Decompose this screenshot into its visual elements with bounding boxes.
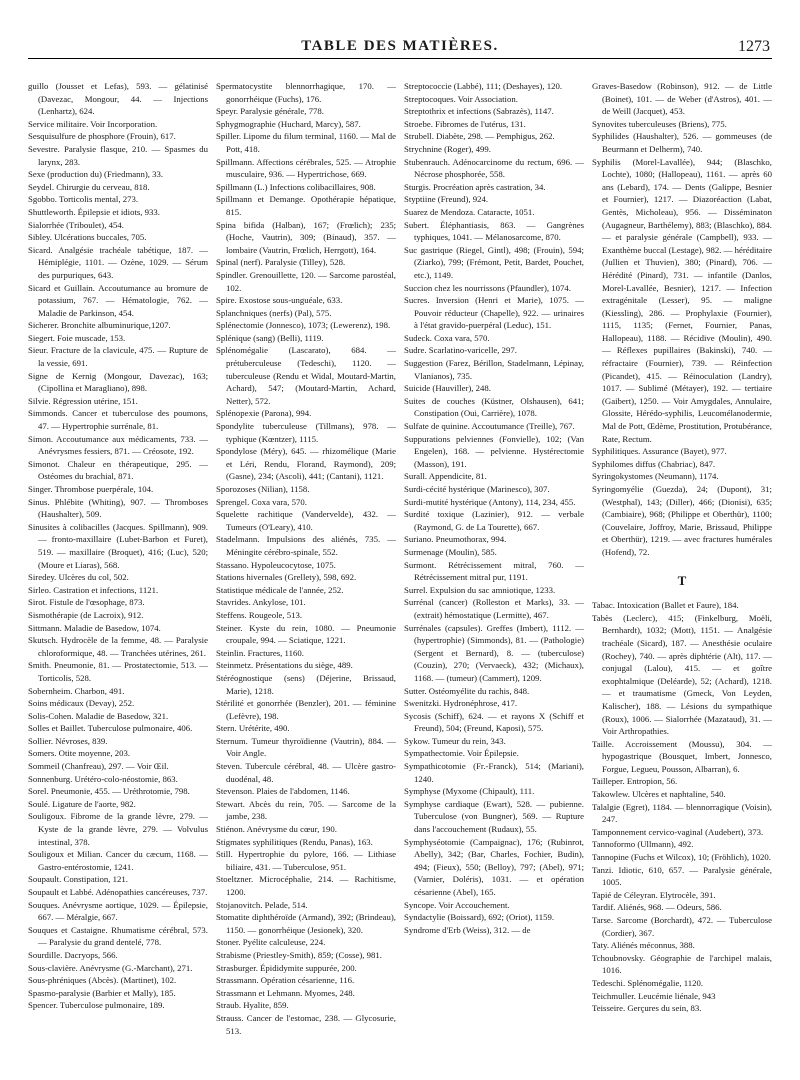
index-entry: Sphygmographie (Huchard, Marcy), 587. (216, 118, 361, 129)
index-entry: Souligoux. Fibrome de la grande lèvre, 279. — Kyste de la grande lèvre, 279. — Volvulus intestinal, 378. (28, 811, 208, 847)
index-entry: Stroebe. Fibromes de l'utérus, 131. (404, 118, 526, 129)
index-entry: Suc gastrique (Riegel, Gintl), 498; (Frouin), 594; (Ziarko), 799; (Frémont, Petit, Bardet, Pouchet, etc.), 1149. (404, 244, 584, 280)
index-entry: Spondylose (Méry), 645. — rhizomélique (Marie et Léri, Rendu, Florand, Raymond), 209; (Gasne), 234; (Ascoli), 441; (Cantani), 1121. (216, 446, 396, 482)
index-entry: Service militaire. Voir Incorporation. (28, 118, 158, 129)
index-entry: Surall. Appendicite, 81. (404, 471, 487, 482)
index-entry: Sternum. Tumeur thyroïdienne (Vautrin), 884. — Voir Angle. (216, 735, 396, 759)
index-entry: Tailleper. Entropion, 56. (592, 776, 678, 787)
index-entry: Souques. Anévrysme aortique, 1029. — Épilepsie, 667. — Méralgie, 667. (28, 899, 208, 923)
index-entry: Strassmann et Lehmann. Myomes, 248. (216, 987, 355, 998)
index-entry: Steinlin. Fractures, 1160. (216, 647, 304, 658)
index-entry: Smith. Pneumonie, 81. — Prostatectomie, 513. — Torticolis, 528. (28, 660, 208, 683)
index-entry: Succion chez les nourrissons (Pfaundler), 1074. (404, 282, 571, 293)
index-entry: Siredey. Ulcères du col, 502. (28, 572, 129, 583)
index-entry: Subert. Éléphantiasis, 863. — Gangrènes typhiques, 1041. — Mélanosarcome, 870. (404, 219, 584, 243)
index-entry: Taille. Accroissement (Moussu), 304. — hypogastrique (Bousquet, Imbert, Jonnesco, Forgue, Legueu, Pousson, Albarran), 6. (592, 738, 772, 774)
index-entry: Sirleo. Castration et infections, 1121. (28, 584, 159, 595)
index-entry: Sous-clavière. Anévrysme (G.-Marchant), 271. (28, 962, 193, 973)
index-entry: Syphilitiques. Assurance (Bayet), 977. (592, 446, 727, 457)
index-entry: Surrénal (cancer) (Rolleston et Marks), 33. — (extrait) hémostatique (Lermitte), 467. (404, 597, 584, 620)
index-entry: Simmonds. Cancer et tuberculose des poumons, 47. — Hypertrophie surrénale, 81. (28, 408, 208, 432)
index-entry: Syndactylie (Boissard), 692; (Oriot), 1159. (404, 912, 555, 923)
index-entry: Solis-Cohen. Maladie de Basedow, 321. (28, 710, 169, 721)
index-entry: Syringomyélie (Guezda), 24; (Dupont), 31; (Westphal), 143; (Diller), 466; (Dionisi), 635; (Cambiaire), 968; (Philippe et Oberthür), 1100; (Couvelaire, Joffroy, Marie, Brissaud, Philippe et Oberthür), 1219. — avec fractures humérales (Hofend), 72. (592, 484, 772, 557)
index-entry: Seydel. Chirurgie du cerveau, 818. (28, 181, 150, 192)
index-entry: Simonot. Chaleur en thérapeutique, 295. — Ostéomes du brachial, 871. (28, 458, 208, 482)
index-entry: Sinus. Phlébite (Whiting), 907. — Thromboses (Haushalter), 509. (28, 496, 208, 520)
index-entry: Stubenrauch. Adénocarcinome du rectum, 696. — Nécrose phosphorée, 558. (404, 156, 584, 180)
index-entry: Strabisme (Priestley-Smith), 859; (Cosse), 981. (216, 949, 382, 960)
page-number: 1273 (738, 38, 770, 55)
index-entry: Spindler. Grenouillette, 120. — Sarcome parostéal, 102. (216, 269, 396, 293)
index-entry: Soupault. Constipation, 121. (28, 874, 128, 885)
index-entry: Strychnine (Roger), 499. (404, 143, 491, 154)
index-entry: Sismothérapie (de Lacroix), 912. (28, 609, 144, 620)
index-entry: Surmont. Rétrécissement mitral, 760. — Rétrécissement mitral pur, 1191. (404, 559, 584, 583)
index-entry: Sporozoses (Nilian), 1158. (216, 484, 310, 494)
index-entry: Silvie. Régression utérine, 151. (28, 395, 138, 406)
index-entry: Tannopine (Fuchs et Wilcox), 10; (Fröhlich), 1020. (592, 852, 771, 863)
index-entry: Synovites tuberculeuses (Briens), 775. (592, 118, 727, 129)
index-entry: Streptocoques. Voir Association. (404, 93, 518, 104)
index-entry: Teichmuller. Leucémie liénale, 943 (592, 990, 716, 1001)
index-entry: Suarez de Mendoza. Cataracte, 1051. (404, 206, 535, 217)
index-entry: Syphilis (Morel-Lavallée), 944; (Blaschko, Lochte), 1080; (Hallopeau), 1161. — après 60 ans (Lebard), 174. — Dents (Galippe, Besnier et Fournier), 1217. — Diazoréaction (Labat, Gentès, Micholeau), 956. — Disséminaton (Augagneur, Barthélemy), 883; (Blaschko), 884. — et paralysie générale (Campbell), 933. — Exanthème buccal (Lestage), 982. — héréditaire (Jullien et Thuvien), 380; (Pinard), 706. — Hérédité (Pinard), 731. — infantile (Danlos, Morel-Lavallée, Besnier), 1217. — Infection extragénitale (Lesser), 95. — maligne (Kiessling), 286. — Prophylaxie (Fournier), 1115, 1135; (Fernet, Fournier, Panas, Hallopeau), 1188. — Récidive (Moulin), 490. — Réflexes pupillaires (Bakinski), 740. — réfractaire (Fournier), 739. — Réinfection (Picandet), 415. — Réinoculation (Landry), 1017. — Sublimé (Métayer), 192. — tertiaire (Gaibert), 1250. — Voir Amygdales, Annulaire, Glossite, Hérédo-syphilis, Leucomélanodermie, Mal de Pott, Œdème, Prostitution, Protubérance, Rate, Rectum. (592, 156, 772, 444)
index-column-3 (404, 80, 584, 936)
index-entry: Tardif. Aliénés, 968. — Odeurs, 586. (592, 902, 722, 913)
index-entry: Spinal (nerf). Paralysie (Tilley), 528. (216, 257, 346, 268)
index-entry: Still. Hypertrophie du pylore, 166. — Lithiase biliaire, 431. — Tuberculose, 951. (216, 849, 396, 872)
index-entry: Spillmann (L.) Infections colibacillaires, 908. (216, 181, 376, 192)
index-entry: Statistique médicale de l'année, 252. (216, 584, 344, 595)
index-entry: Syringokystomes (Neumann), 1174. (592, 471, 719, 482)
index-entry: Simon. Accoutumance aux médicaments, 733. — Anévrysmes fessiers, 871. — Créosote, 192. (28, 433, 208, 457)
index-entry: Surdi-mutité hystérique (Antony), 114, 234, 455. (404, 496, 576, 507)
index-entry: Syncope. Voir Accouchement. (404, 899, 510, 910)
index-entry: Stewart. Abcès du rein, 705. — Sarcome de la jambe, 238. (216, 798, 396, 822)
index-column-4 (592, 80, 772, 1015)
index-entry: Splénopexie (Parona), 994. (216, 408, 312, 419)
index-entry: Talalgie (Egret), 1184. — blennorragique (Voisin), 247. (592, 801, 772, 825)
index-entry: Spiller. Lipome du filum terminal, 1160. — Mal de Pott, 418. (216, 131, 396, 154)
index-entry: Sicherer. Bronchite albuminurique,1207. (28, 320, 171, 331)
index-entry: Sturgis. Procréation après castration, 34. (404, 181, 546, 192)
index-entry: Syphilides (Haushalter), 526. — gommeuses (de Beurmann et Delherm), 740. (592, 131, 772, 154)
index-entry: Symphyse cardiaque (Ewart), 528. — pubienne. Tuberculose (von Bungner), 569. — Rupture dans l'accouchement (Rudaux), 55. (404, 798, 584, 835)
index-entry: Steffens. Rougeole, 513. (216, 609, 303, 620)
index-entry: Tabès (Leclerc), 415; (Finkelburg, Moëli, Bernhardt), 1032; (Mott), 1151. — Analgésie trachéale (Sicard), 187. — Anesthésie oculaire (Rochey), 740. — après diphtérie (Alt), 117. — conjugal (Lalou), 415. — et goître exophtalmique (Deléarde), 52; (Achard), 1218. — et traumatisme (Gmeck, Von Leyden, Kalischer), 188. — Lésions du sympathique (Roux), 1006. — Sialorrhée (Mazataud), 31. — Voir Arthropathies. (592, 612, 772, 737)
index-entry: Taty. Aliénés méconnus, 388. (592, 940, 695, 951)
index-entry: Sgobbo. Torticolis mental, 273. (28, 194, 139, 205)
index-entry: Spillmann. Affections cérébrales, 525. — Atrophie musculaire, 936. — Hypertrichose, 669. (216, 156, 396, 180)
index-entry: Stassano. Hypoleucocytose, 1075. (216, 559, 336, 570)
index-entry: Sulfate de quinine. Accoutumance (Treille), 767. (404, 421, 575, 432)
index-entry: Sprengel. Coxa vara, 570. (216, 496, 307, 507)
index-entry: Sibley. Ulcérations buccales, 705. (28, 232, 147, 243)
index-entry: Singer. Thrombose puerpérale, 104. (28, 484, 154, 494)
index-entry: Stérilité et gonorrhée (Benzler), 201. — féminine (Lefèvre), 198. (216, 698, 396, 721)
index-entry: Takowlew. Ulcères et naphtaline, 540. (592, 789, 726, 800)
index-entry: Sirot. Fistule de l'œsophage, 873. (28, 597, 145, 608)
index-entry: Sycosis (Schiff), 624. — et rayons X (Schiff et Freund), 504; (Freund, Kaposi), 575. (404, 710, 584, 734)
index-entry: Spina bifida (Halban), 167; (Frœlich); 235; (Hoche, Vautrin), 309; (Binaud), 357. — lombaire (Vautrin, Frœlich, Herrgott), 164. (216, 219, 396, 255)
index-entry: Sutter. Ostéomyélite du rachis, 848. (404, 685, 530, 696)
index-entry: Sympathicotomie (Fr.-Franck), 514; (Mariani), 1240. (404, 761, 584, 784)
index-entry: Syphilomes diffus (Chabriac), 847. (592, 458, 716, 469)
index-entry: Tapié de Céleyran. Elytrocèle, 391. (592, 889, 716, 900)
index-entry: Stadelmann. Impulsions des aliénés, 735. — Méningite cérébro-spinale, 552. (216, 534, 396, 557)
index-entry: Graves-Basedow (Robinson), 912. — de Little (Boinet), 101. — de Weber (d'Astros), 401. — de Weill (Jacquet), 453. (592, 81, 772, 117)
index-entry: Stéréognostique (sens) (Déjerine, Brissaud, Marie), 1218. (216, 672, 396, 696)
index-entry: Streptococcie (Labbé), 111; (Deshayes), 120. (404, 81, 563, 91)
index-entry: Suggestion (Farez, Bérillon, Stadelmann, Lépinay, Vlanianos), 735. (404, 358, 584, 381)
index-entry: Stigmates syphilitiques (Rendu, Panas), 163. (216, 836, 373, 847)
index-entry: Surrel. Expulsion du sac amniotique, 1233. (404, 584, 556, 595)
index-entry: Spondylite tuberculeuse (Tillmans), 978. — typhique (Kœntzer), 1115. (216, 421, 396, 444)
index-entry: Stavrides. Ankylose, 101. (216, 597, 306, 608)
index-entry: Spasmo-paralysie (Barbier et Mally), 185. (28, 987, 176, 998)
index-entry: Surmenage (Moulin), 585. (404, 546, 497, 557)
index-entry: Tarse. Sarcome (Borchardt), 472. — Tuberculose (Cordier), 367. (592, 915, 772, 938)
index-entry: Spillmann et Demange. Opothérapie hépatique, 815. (216, 194, 396, 217)
index-entry: Strubell. Diabète, 298. — Pemphigus, 262. (404, 131, 555, 142)
index-entry: Steiner. Kyste du rein, 1080. — Pneumonie croupale, 994. — Sciatique, 1221. (216, 622, 396, 646)
index-entry: Surdi-cécité hystérique (Marinesco), 307. (404, 484, 550, 494)
index-entry: Sittmann. Maladie de Basedow, 1074. (28, 622, 161, 633)
index-entry: Sonnenburg. Urétéro-colo-néostomie, 863. (28, 773, 178, 784)
index-entry: Suites de couches (Küstner, Olshausen), 641; Constipation (Oui, Carrière), 1078. (404, 395, 584, 419)
index-entry: Sympathectomie. Voir Épilepsie. (404, 748, 519, 759)
index-entry: Straub. Hyalite, 859. (216, 1000, 289, 1011)
index-entry: Stiénon. Anévrysme du cœur, 190. (216, 824, 337, 835)
index-entry: Tedeschi. Splénomégalie, 1120. (592, 977, 704, 988)
index-entry: Tanzi. Idiotic, 610, 657. — Paralysie générale, 1005. (592, 864, 772, 888)
index-entry: Sudeck. Coxa vara, 570. (404, 332, 490, 343)
index-entry: Sucres. Inversion (Henri et Marie), 1075. — Pouvoir réducteur (Chapelle), 922. — urinaires à l'état gravido-puerpéral (Leduc), 151. (404, 295, 584, 331)
index-entry: Sourdille. Dacryops, 566. (28, 949, 118, 960)
index-entry: Tchoubnovsky. Géographie de l'archipel malais, 1016. (592, 952, 772, 976)
index-entry: Skutsch. Hydrocèle de la femme, 48. — Paralysie chloroformique, 48. — Tranchées utérines, 261. (28, 635, 208, 658)
index-entry: Sorel. Pneumonie, 455. — Uréthrotomie, 798. (28, 786, 190, 797)
index-entry: Sicard. Analgésie trachéale tabétique, 187. — Hémiplégie, 1101. — Ozène, 1029. — Sérum des purpuriques, 643. (28, 244, 208, 280)
index-entry: Stern. Urétérite, 490. (216, 723, 290, 734)
index-entry: Swenitzki. Hydronéphrose, 417. (404, 698, 518, 709)
header-rule (28, 58, 772, 59)
index-entry: Stoner. Pyélite calculeuse, 224. (216, 937, 326, 948)
index-column-1 (28, 80, 208, 1012)
index-entry: Sobernheim. Charbon, 491. (28, 685, 125, 696)
index-entry: Surrénales (capsules). Greffes (Imbert), 1112. — (hypertrophie) (Simmonds), 81. — (Pathologie) (Sergent et Bernard), 8. — (tuberculose) (Couzin), 270; (Vervaeck), 432; (Michaux), 1168. — (tumeur) (Cammert), 1209. (404, 622, 584, 683)
index-entry: Signe de Kernig (Mongour, Davezac), 163; (Cipollina et Maragliano), 898. (28, 370, 208, 394)
page-title: TABLE DES MATIÈRES. (301, 38, 499, 54)
index-entry: Stojanovitch. Pelade, 514. (216, 899, 308, 910)
index-entry: Strasburger. Épididymite suppurée, 200. (216, 962, 357, 973)
index-entry: Shuttleworth. Épilepsie et idiots, 933. (28, 206, 160, 217)
index-columns (28, 80, 772, 1070)
index-entry: Sieur. Fracture de la clavicule, 475. — Rupture de la vessie, 691. (28, 345, 208, 369)
index-entry: Soins médicaux (Devay), 252. (28, 698, 135, 709)
index-entry: Strauss. Cancer de l'estomac, 238. — Glycosurie, 513. (216, 1012, 396, 1036)
index-entry: Sudre. Scarlatino-varicelle, 297. (404, 345, 517, 356)
index-entry: Spermatocystite blennorrhagique, 170. — gonorrhéique (Fuchs), 176. (216, 81, 396, 104)
index-column-2 (216, 80, 396, 1037)
index-entry: Souques et Castaigne. Rhumatisme cérébral, 573. — Paralysie du grand dentelé, 778. (28, 924, 208, 948)
index-entry: Squelette rachitique (Vandervelde), 432. — Tumeurs (O'Leary), 410. (216, 509, 396, 532)
index-entry: Suppurations pelviennes (Fonvielle), 102; (Van Engelen), 168. — pelvienne. Hystérectomie (Masson), 191. (404, 433, 584, 469)
index-entry: Sollier. Névroses, 839. (28, 735, 108, 746)
index-entry: Spencer. Tuberculose pulmonaire, 189. (28, 1000, 165, 1011)
section-letter: T (677, 572, 687, 588)
index-entry: Splénique (sang) (Belli), 1119. (216, 332, 324, 343)
index-entry: Splénectomie (Jonnesco), 1073; (Lewerenz), 198. (216, 320, 391, 331)
index-entry: Speyr. Paralysie générale, 778. (216, 106, 324, 117)
index-entry: guillo (Jousset et Lefas), 593. — gélatinisé (Davezac, Mongour, 44. — Injections (Lenhartz), 624. (28, 81, 208, 117)
index-entry: Symphyse (Myxome (Chipault), 111. (404, 786, 535, 797)
index-entry: Splanchniques (nerfs) (Pal), 575. (216, 307, 332, 318)
index-entry: Symphyséotomie (Campaignac), 176; (Rubinrot, Abelly), 342; (Bar, Charles, Fochier, Budin), 494; (Fieux), 550; (Belloy), 797; (Abel), 971; (Varnier, Doléris), 1031. — et opération césarienne (Abel), 165. (404, 836, 584, 897)
running-header (0, 30, 800, 60)
index-entry: Spire. Exostose sous-unguéale, 633. (216, 295, 343, 306)
index-entry: Strassmann. Opération césarienne, 116. (216, 975, 355, 986)
index-entry: Sommeil (Chanfreau), 297. — Voir Œil. (28, 761, 169, 772)
index-entry: Surdité toxique (Lazinier), 912. — verbale (Raymond, G. de La Tourette), 667. (404, 509, 584, 532)
index-entry: Sinusites à colibacilles (Jacques. Spillmann), 909. — fronto-maxillaire (Lubet-Barbon et Furet), 519. — maxillaire (Broquet), 416; (Luc), 520; (Moure et Liaras), 568. (28, 521, 208, 570)
index-entry: Siegert. Foie muscade, 153. (28, 332, 126, 343)
index-entry: Splénomégalie (Lascarato), 684. — prétuberculeuse (Tedeschi), 1120. — tuberculeuse (Rendu et Widal, Moutard-Martin, Achard), 547; (Moutard-Martin, Achard, Netter), 572. (216, 345, 396, 406)
index-entry: Steinmetz. Présentations du siège, 489. (216, 660, 353, 671)
index-entry: Styptiine (Freund), 924. (404, 194, 489, 205)
index-entry: Sykow. Tumeur du rein, 343. (404, 735, 506, 746)
index-entry: Tabac. Intoxication (Ballet et Faure), 184. (592, 600, 739, 611)
index-entry: Sialorrhée (Triboulet), 454. (28, 219, 124, 230)
index-entry: Sexe (production du) (Friedmann), 33. (28, 169, 164, 180)
index-entry: Stoeltzner. Microcéphalie, 214. — Rachitisme, 1200. (216, 874, 396, 897)
index-entry: Sesquisulfure de phosphore (Frouin), 617. (28, 131, 176, 142)
index-entry: Stomatite diphthéroïde (Armand), 392; (Brindeau), 1150. — gonorrhéique (Jesionek), 320. (216, 912, 396, 935)
index-entry: Stations hivernales (Grellety), 598, 692. (216, 572, 357, 583)
index-entry: Streptothrix et infections (Sabrazès), 1147. (404, 106, 554, 117)
index-entry: Sicard et Guillain. Accoutumance au bromure de potassium, 767. — Hématologie, 762. — Maladie de Parkinson, 454. (28, 282, 208, 318)
index-entry: Sevestre. Paralysie flasque, 210. — Spasmes du larynx, 283. (28, 143, 208, 167)
index-entry: Syndrome d'Erb (Weiss), 312. — de (404, 924, 531, 935)
index-entry: Sous-phréniques (Abcès). (Martinet), 102. (28, 975, 177, 986)
index-entry: Tamponnement cervico-vaginal (Audebert), 373. (592, 826, 764, 837)
index-entry: Soulé. Ligature de l'aorte, 982. (28, 798, 136, 809)
index-entry: Tannoformo (Ullmann), 492. (592, 839, 694, 850)
index-entry: Soupault et Labbé. Adénopathies cancéreuses, 737. (28, 887, 208, 897)
index-entry: Teisseire. Gerçures du sein, 83. (592, 1003, 702, 1014)
index-entry: Stevenson. Plaies de l'abdomen, 1146. (216, 786, 350, 797)
index-entry: Steven. Tubercule cérébral, 48. — Ulcère gastro-duodénal, 48. (216, 761, 396, 784)
index-entry: Suicide (Hauviller), 248. (404, 383, 491, 394)
index-entry: Souligoux et Milian. Cancer du cæcum, 1168. — Gastro-entérostomie, 1241. (28, 849, 208, 872)
index-entry: Somers. Otite moyenne, 203. (28, 748, 131, 759)
index-entry: Solles et Baillet. Tuberculose pulmonaire, 406. (28, 723, 193, 734)
index-entry: Suriano. Pneumothorax, 994. (404, 534, 507, 545)
